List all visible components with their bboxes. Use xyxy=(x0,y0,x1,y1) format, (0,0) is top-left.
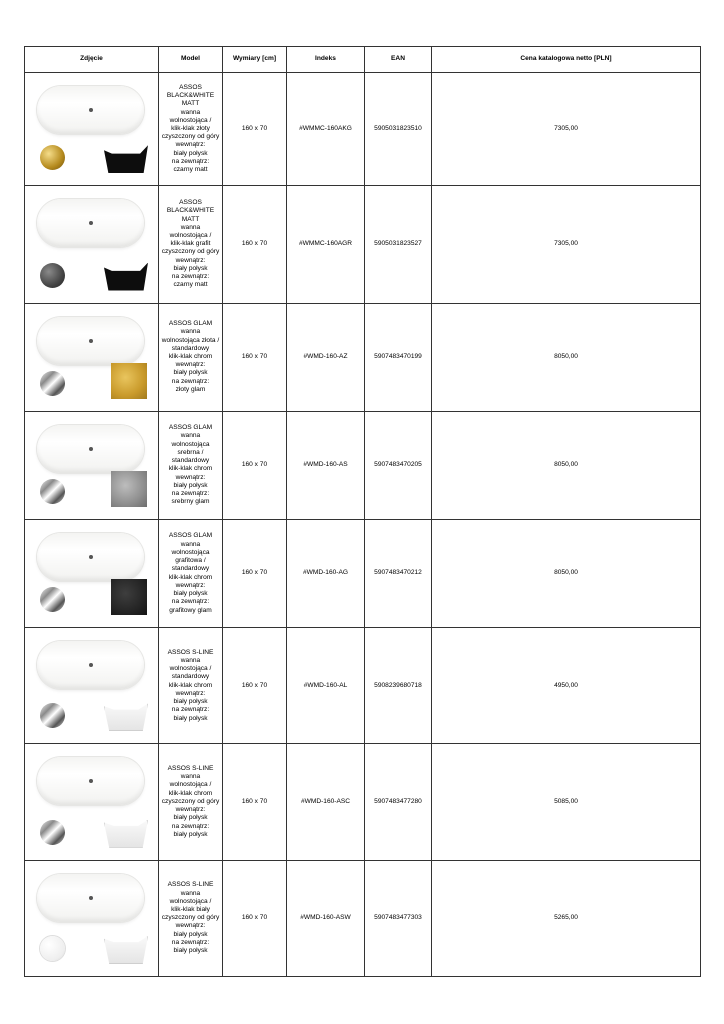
table-row xyxy=(25,303,701,411)
ean-cell: 5907483477280 xyxy=(365,744,432,860)
index-cell: #WMD-160-AZ xyxy=(287,303,365,411)
model-line: ASSOS S-LINE xyxy=(167,648,214,656)
model-line: na zewnątrz: xyxy=(171,490,210,498)
model-line: czyszczony od góry xyxy=(161,248,220,256)
ean-cell: 5907483477303 xyxy=(365,860,432,976)
index-cell: #WMD-160-ASC xyxy=(287,744,365,860)
model-line: biały połysk xyxy=(173,930,208,938)
table-row xyxy=(25,73,701,186)
drain-icon xyxy=(89,896,93,900)
model-line: na zewnątrz: xyxy=(171,157,210,165)
dimensions-cell: 160 x 70 xyxy=(223,303,287,411)
model-line: standardowy xyxy=(171,344,210,352)
model-line: biały połysk xyxy=(173,714,208,722)
model-cell xyxy=(159,411,223,519)
ean-cell: 5907483470199 xyxy=(365,303,432,411)
model-line: biały połysk xyxy=(173,264,208,272)
model-line: standardowy xyxy=(171,565,210,573)
model-line: wolnostojąca xyxy=(171,548,210,556)
model-line: biały połysk xyxy=(173,814,208,822)
price-cell: 7305,00 xyxy=(432,73,701,186)
model-line: wolnostojąca xyxy=(171,440,210,448)
price-cell: 8050,00 xyxy=(432,303,701,411)
click-clack-swatch-chrome xyxy=(40,587,65,612)
model-line: czyszczony od góry xyxy=(161,914,220,922)
table-row xyxy=(25,744,701,860)
table-row xyxy=(25,411,701,519)
product-photo-cell xyxy=(25,303,159,411)
model-line: złoty glam xyxy=(175,385,206,393)
model-line: wanna xyxy=(180,108,201,116)
index-cell: #WMD-160-AS xyxy=(287,411,365,519)
model-line: ASSOS GLAM xyxy=(168,320,213,328)
price-cell: 5085,00 xyxy=(432,744,701,860)
model-line: klik-klak chrom xyxy=(168,573,213,581)
index-cell: #WMD-160-AL xyxy=(287,628,365,744)
bathtub-top-view-image xyxy=(37,425,144,473)
model-line: srebrna / xyxy=(177,448,204,456)
model-line: wewnątrz: xyxy=(175,473,206,481)
model-line: klik-klak chrom xyxy=(168,353,213,360)
model-line: ASSOS GLAM xyxy=(168,424,213,432)
model-line: wewnątrz: xyxy=(175,141,206,149)
dimensions-cell: 160 x 70 xyxy=(223,744,287,860)
model-line: klik-klak chrom xyxy=(168,681,213,689)
price-cell: 4950,00 xyxy=(432,628,701,744)
model-line: ASSOS GLAM xyxy=(168,532,213,540)
drain-icon xyxy=(89,555,93,559)
model-line: wanna xyxy=(180,223,201,231)
ean-cell: 5908239680718 xyxy=(365,628,432,744)
model-line: wolnostojąca / xyxy=(169,897,212,905)
header-dimensions: Wymiary [cm] xyxy=(223,47,287,73)
ean-cell: 5907483470205 xyxy=(365,411,432,519)
click-clack-swatch-graphite xyxy=(40,263,65,288)
bathtub-top-view-image xyxy=(37,86,144,134)
header-index: Indeks xyxy=(287,47,365,73)
index-cell: #WMD-160-ASW xyxy=(287,860,365,976)
model-line: wolnostojąca / xyxy=(169,781,212,789)
dimensions-cell: 160 x 70 xyxy=(223,628,287,744)
product-photo-cell xyxy=(25,628,159,744)
index-cell: #WMMC-160AKG xyxy=(287,73,365,186)
table-row xyxy=(25,628,701,744)
model-line: wanna xyxy=(180,328,201,336)
table-row xyxy=(25,519,701,627)
model-cell xyxy=(159,303,223,411)
model-line: na zewnątrz: xyxy=(171,938,210,946)
model-line: czyszczony od góry xyxy=(161,133,220,141)
ean-cell: 5905031823510 xyxy=(365,73,432,186)
white-side-view-image xyxy=(104,936,148,964)
model-line: biały połysk xyxy=(173,590,208,598)
price-cell: 5265,00 xyxy=(432,860,701,976)
model-line: wanna xyxy=(180,540,201,548)
dimensions-cell: 160 x 70 xyxy=(223,186,287,303)
header-price: Cena katalogowa netto [PLN] xyxy=(432,47,701,73)
header-photo: Zdjęcie xyxy=(25,47,159,73)
model-line: wewnątrz: xyxy=(175,922,206,930)
model-line: klik-klak chrom xyxy=(168,465,213,473)
model-line: klik-klak grafit xyxy=(170,240,211,248)
model-line: ASSOS xyxy=(179,199,202,207)
dimensions-cell: 160 x 70 xyxy=(223,519,287,627)
model-line: grafitowy glam xyxy=(169,606,212,614)
bathtub-top-view-image xyxy=(37,533,144,581)
white-side-view-image xyxy=(104,703,148,731)
click-clack-swatch-chrome xyxy=(40,703,65,728)
model-line: wanna xyxy=(180,432,201,440)
model-line: wanna xyxy=(180,889,201,897)
model-line: standardowy xyxy=(171,673,210,681)
model-line: wolnostojąca / xyxy=(169,232,212,240)
click-clack-swatch-gold xyxy=(40,145,65,170)
product-photo-cell xyxy=(25,519,159,627)
model-line: czyszczony od góry xyxy=(161,797,220,805)
model-line: biały połysk xyxy=(173,830,208,838)
model-line: ASSOS S-LINE xyxy=(167,881,214,889)
bathtub-top-view-image xyxy=(37,317,144,365)
model-line: wanna xyxy=(180,773,201,781)
index-cell: #WMMC-160AGR xyxy=(287,186,365,303)
drain-icon xyxy=(89,221,93,225)
header-row xyxy=(25,47,701,73)
bathtub-top-view-image xyxy=(37,199,144,247)
model-line: wolnostojąca / xyxy=(169,665,212,673)
model-line: klik-klak złoty xyxy=(171,125,210,132)
model-line: czarny matt xyxy=(173,166,208,174)
bathtub-top-view-image xyxy=(37,757,144,805)
gold-glam-tile-image xyxy=(111,363,147,399)
model-line: BLACK&WHITE xyxy=(166,207,215,215)
drain-icon xyxy=(89,108,93,112)
white-side-view-image xyxy=(104,820,148,848)
dimensions-cell: 160 x 70 xyxy=(223,73,287,186)
model-line: na zewnątrz: xyxy=(171,377,210,385)
click-clack-swatch-chrome xyxy=(40,820,65,845)
model-line: MATT xyxy=(181,100,200,108)
model-line: biały połysk xyxy=(173,481,208,489)
model-line: wewnątrz: xyxy=(175,581,206,589)
black-side-view-image xyxy=(104,145,148,173)
model-line: na zewnątrz: xyxy=(171,598,210,606)
model-line: wewnątrz: xyxy=(175,256,206,264)
product-photo-cell xyxy=(25,73,159,186)
click-clack-swatch-white xyxy=(40,936,65,961)
model-line: na zewnątrz: xyxy=(171,822,210,830)
index-cell: #WMD-160-AG xyxy=(287,519,365,627)
black-side-view-image xyxy=(104,263,148,291)
table-row xyxy=(25,860,701,976)
dimensions-cell: 160 x 70 xyxy=(223,860,287,976)
model-cell xyxy=(159,744,223,860)
ean-cell: 5905031823527 xyxy=(365,186,432,303)
model-cell xyxy=(159,73,223,186)
model-line: biały połysk xyxy=(173,149,208,157)
drain-icon xyxy=(89,339,93,343)
model-cell xyxy=(159,628,223,744)
graphite-glam-tile-image xyxy=(111,579,147,615)
product-photo-cell xyxy=(25,411,159,519)
model-line: ASSOS xyxy=(179,83,202,91)
ean-cell: 5907483470212 xyxy=(365,519,432,627)
model-line: standardowy xyxy=(171,457,210,465)
drain-icon xyxy=(89,447,93,451)
dimensions-cell: 160 x 70 xyxy=(223,411,287,519)
model-line: biały połysk xyxy=(173,369,208,377)
price-list-table xyxy=(24,46,701,977)
click-clack-swatch-chrome xyxy=(40,371,65,396)
model-line: na zewnątrz: xyxy=(171,273,210,281)
model-cell xyxy=(159,860,223,976)
model-line: wanna xyxy=(180,657,201,664)
model-line: czarny matt xyxy=(173,281,208,289)
price-cell: 8050,00 xyxy=(432,519,701,627)
table-body xyxy=(25,73,701,977)
model-line: wolnostojąca złota / xyxy=(161,336,220,344)
model-cell xyxy=(159,519,223,627)
header-model: Model xyxy=(159,47,223,73)
model-line: na zewnątrz: xyxy=(171,706,210,714)
model-line: wewnątrz: xyxy=(175,689,206,697)
model-line: wewnątrz: xyxy=(175,806,206,814)
bathtub-top-view-image xyxy=(37,641,144,689)
silver-glam-tile-image xyxy=(111,471,147,507)
price-cell: 7305,00 xyxy=(432,186,701,303)
price-cell: 8050,00 xyxy=(432,411,701,519)
drain-icon xyxy=(89,663,93,667)
model-cell xyxy=(159,186,223,303)
model-line: klik-klak biały xyxy=(171,906,210,913)
model-line: biały połysk xyxy=(173,698,208,706)
model-line: wolnostojąca / xyxy=(169,116,212,124)
product-photo-cell xyxy=(25,186,159,303)
model-line: biały połysk xyxy=(173,947,208,955)
product-photo-cell xyxy=(25,860,159,976)
product-photo-cell xyxy=(25,744,159,860)
model-line: ASSOS S-LINE xyxy=(167,765,214,773)
model-line: wewnątrz: xyxy=(175,361,206,369)
click-clack-swatch-chrome xyxy=(40,479,65,504)
header-ean: EAN xyxy=(365,47,432,73)
model-line: klik-klak chrom xyxy=(168,789,213,797)
model-line: grafitowa / xyxy=(175,557,206,565)
bathtub-top-view-image xyxy=(37,874,144,922)
model-line: BLACK&WHITE xyxy=(166,92,215,100)
drain-icon xyxy=(89,779,93,783)
model-line: MATT xyxy=(181,215,200,223)
model-line: srebrny glam xyxy=(171,498,210,506)
table-row xyxy=(25,186,701,303)
